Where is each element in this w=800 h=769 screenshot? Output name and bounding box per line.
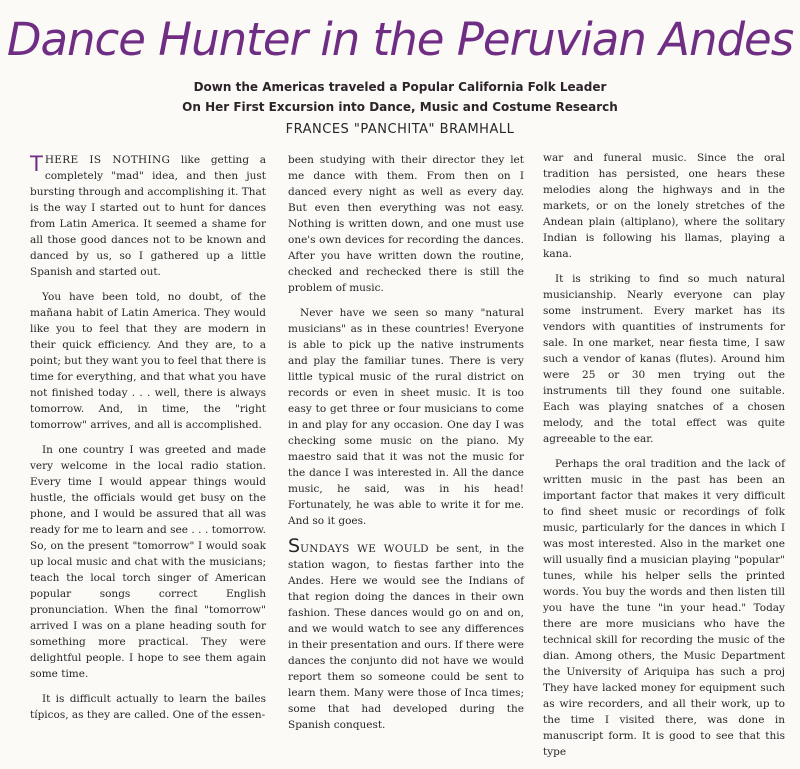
text-column-1	[30, 152, 266, 732]
paragraph: It is difficult actually to learn the bailes típicos, as they are called. One of the essen-	[30, 693, 266, 721]
article-title: Dance Hunter in the Peruvian Andes	[6, 13, 794, 66]
paragraph: In one country I was greeted and made very welcome in the local radio station. Every time I would appear things would hustle, the officials would get busy on the phone, and I would be assured that all was ready for me to learn and see . . . tomorrow. So, on the present "tomorrow" I would soak up local music and chat with the musicians; teach the local torch singer of American popular songs correct English pronunciation. When the final "tomorrow" arrived I was on a plane heading south for something more practical. They were delightful people. I hope to see them again some time.	[30, 444, 266, 680]
paragraph: Perhaps the oral tradition and the lack of written music in the past has been an important factor that makes it very difficult to find sheet music or recordings of folk music, particularly for the dances in which I was most interested. Also in the market one will usually find a musician playing "popular" tunes, while his helper sells the printed words. You buy the words and then listen till you have the tune "in your head." Today there are more musicians who have the technical skill for recording the music of the dian. Among others, the Music Department the University of Ariquipa has such a proj They have lacked money for equipment such as wire recorders, and all their work, up to the time I visited there, was done in manuscript form. It is good to see that this type	[543, 458, 785, 758]
article-subtitle	[0, 77, 800, 117]
subtitle-line-1: Down the Americas traveled a Popular California Folk Leader	[193, 80, 607, 94]
author-byline: FRANCES "PANCHITA" BRAMHALL	[285, 122, 515, 137]
lead-in-caps: HERE IS NOTHING	[44, 154, 171, 166]
paragraph-text: be sent, in the station wagon, to fiestas farther into the Andes. Here we would see the Indians of that region doing the dances in their own fashion. These dances would go on and on, and we would watch to see any differences in their presentation and ours. If there were dances the conjunto did not have we would report them so someone could be sent to learn them. Many were those of Inca times; some that had developed during the Spanish conquest.	[288, 543, 524, 731]
lead-in-caps: UNDAYS WE WOULD	[300, 543, 429, 555]
subtitle-line-2: On Her First Excursion into Dance, Music and Costume Research	[182, 100, 618, 114]
drop-cap: T	[30, 152, 43, 176]
text-column-2	[288, 152, 524, 742]
paragraph	[30, 152, 266, 280]
text-column-3	[543, 150, 785, 769]
paragraph: It is striking to find so much natural musicianship. Nearly everyone can play some instrument. Every market has its vendors with quantities of instruments for sale. In one market, near fiesta time, I saw such a vendor of kanas (flutes). Around him were 25 or 30 men trying out the instruments till they found one suitable. Each was playing snatches of a chosen melody, and the total effect was quite agreeable to the ear.	[543, 273, 785, 445]
paragraph: been studying with their director they let me dance with them. From then on I danced every night as well as every day. But even then everything was not easy. Nothing is written down, and one must use one's own devices for recording the dances. After you have written down the routine, checked and rechecked there is still the problem of music.	[288, 154, 524, 294]
paragraph	[288, 535, 524, 733]
section-cap: S	[288, 535, 301, 557]
paragraph-text: like getting a completely "mad" idea, and then just bursting through and accomplishing it. That is the way I started out to hunt for dances from Latin America. It seemed a shame for all those good dances not to be known and danced by us, so I gathered up a little Spanish and started out.	[30, 154, 266, 278]
paragraph: You have been told, no doubt, of the mañana habit of Latin America. They would like you to feel that they are modern in their quick efficiency. And they are, to a point; but they want you to feel that there is time for everything, and that what you have not finished today . . . well, there is always tomorrow. And, in time, the "right tomorrow" arrives, and all is accomplished.	[30, 291, 266, 431]
paragraph: war and funeral music. Since the oral tradition has persisted, one hears these melodies along the highways and in the markets, or on the lonely stretches of the Andean plain (altiplano), where the solitary Indian is following his llamas, playing a kana.	[543, 152, 785, 260]
paragraph: Never have we seen so many "natural musicians" as in these countries! Everyone is able to pick up the native instruments and play the familiar tunes. There is very little typical music of the rural district on records or even in sheet music. It is too easy to get three or four musicians to come in and play for any occasion. One day I was checking some music on the piano. My maestro said that it was not the music for the dance I was interested in. All the dance music, he said, was in his head! Fortunately, he was able to write it for me. And so it goes.	[288, 307, 524, 527]
